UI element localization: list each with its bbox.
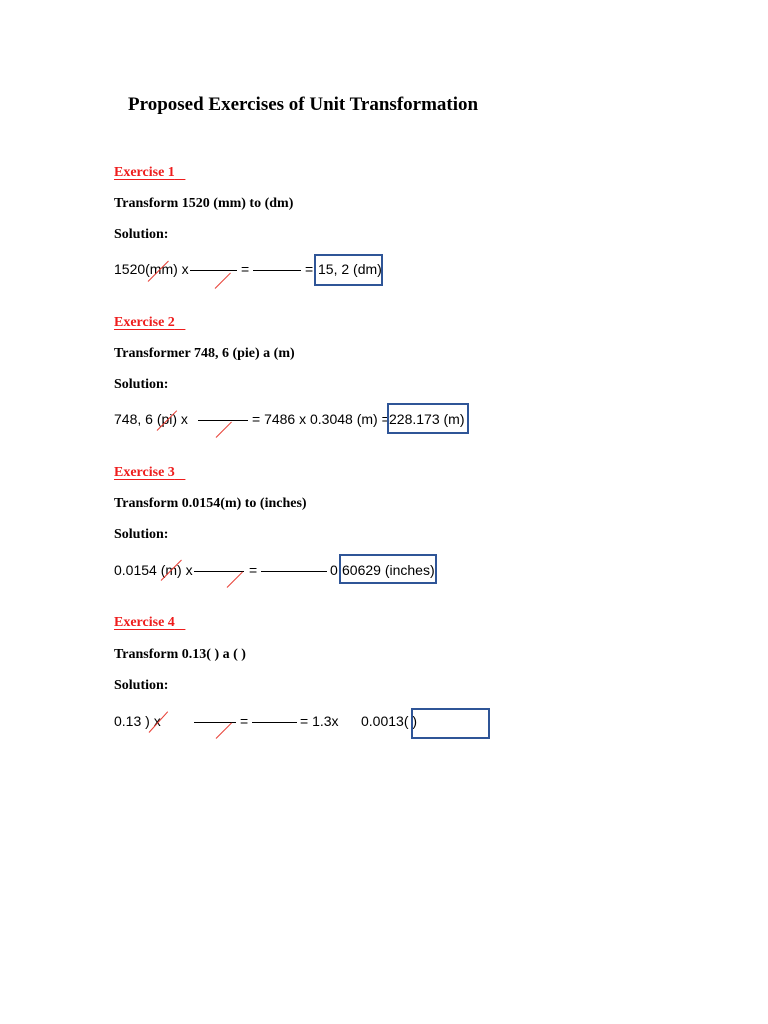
- strike-mark: [227, 572, 243, 588]
- result-prefix: 0.0013( ): [361, 713, 418, 729]
- solution-label: Solution:: [114, 678, 169, 693]
- fraction-bar: [261, 571, 327, 572]
- solution-label: Solution:: [114, 227, 169, 242]
- expression-start: 1520(mm) x: [114, 261, 189, 277]
- page-title: Proposed Exercises of Unit Transformation: [128, 94, 479, 115]
- answer-box: [411, 708, 490, 739]
- exercise-heading: Exercise 1: [114, 165, 175, 180]
- exercise-statement: Transform 0.0154(m) to (inches): [114, 496, 307, 511]
- exercise-statement: Transform 0.13( ) a ( ): [114, 647, 246, 662]
- fraction-bar: [194, 571, 244, 572]
- exercise-statement: Transform 1520 (mm) to (dm): [114, 196, 294, 211]
- result-prefix: 0.: [330, 562, 342, 578]
- strike-mark: [216, 422, 232, 438]
- exercise-heading: Exercise 2: [114, 315, 175, 330]
- strike-mark: [216, 723, 232, 739]
- fraction-bar: [252, 722, 297, 723]
- answer-value: 228.173 (m): [389, 411, 465, 427]
- solution-label: Solution:: [114, 527, 169, 542]
- equals-sign: =: [249, 562, 258, 578]
- answer-value: 15, 2 (dm): [318, 261, 382, 277]
- solution-label: Solution:: [114, 377, 169, 392]
- fraction-bar: [253, 270, 301, 271]
- equals-sign: =: [241, 261, 250, 277]
- expression-start: 0.0154 (m) x: [114, 562, 193, 578]
- expression-start: 748, 6 (pi) x: [114, 411, 188, 427]
- exercise-heading: Exercise 3: [114, 465, 175, 480]
- fraction-bar: [190, 270, 237, 271]
- equation-middle: = 1.3x: [300, 713, 339, 729]
- answer-value: 60629 (inches): [342, 562, 435, 578]
- strike-mark: [215, 273, 231, 289]
- equation-middle: = 7486 x 0.3048 (m) =: [252, 411, 390, 427]
- exercise-heading: Exercise 4: [114, 615, 175, 630]
- exercise-statement: Transformer 748, 6 (pie) a (m): [114, 346, 295, 361]
- expression-start: 0.13 ) x: [114, 713, 161, 729]
- equals-sign: =: [305, 261, 314, 277]
- equals-sign: =: [240, 713, 249, 729]
- fraction-bar: [198, 420, 248, 421]
